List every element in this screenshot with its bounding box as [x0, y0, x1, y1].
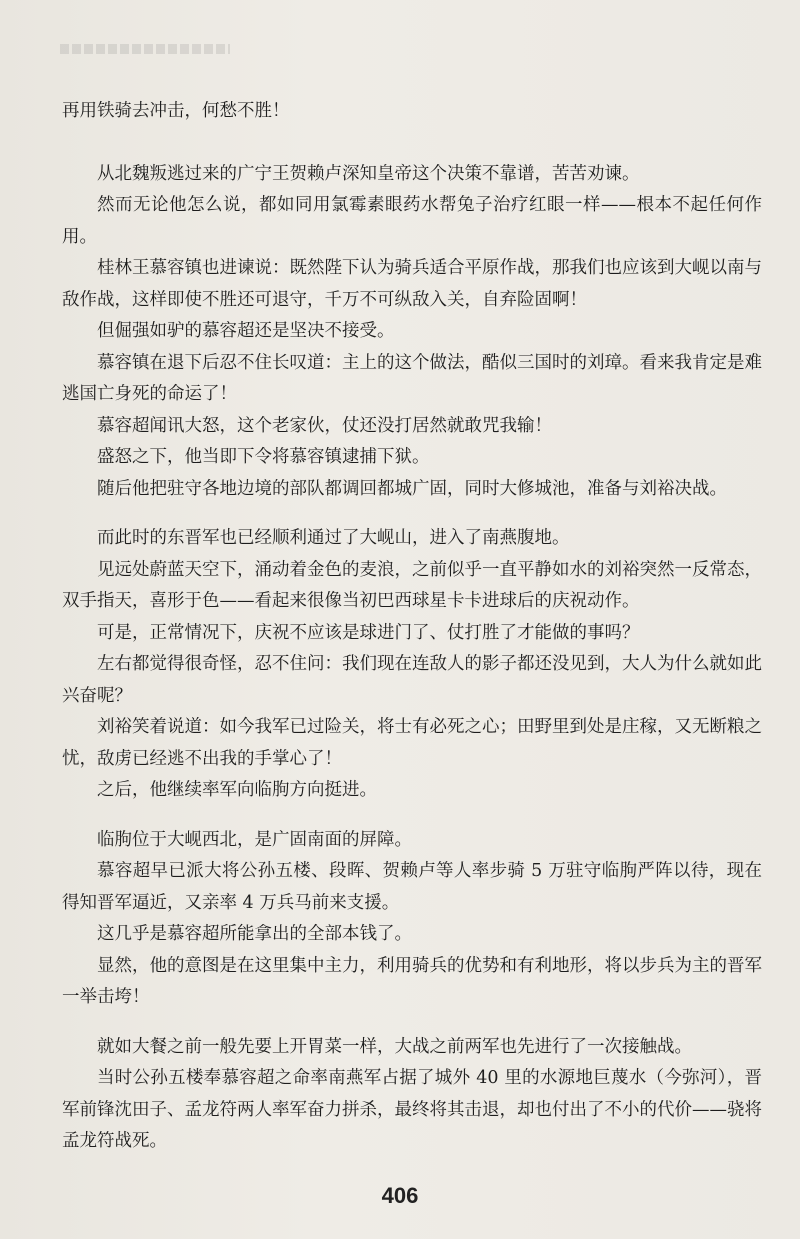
paragraph: 桂林王慕容镇也进谏说：既然陛下认为骑兵适合平原作战，那我们也应该到大岘以南与敌作战，这样即使不胜还可退守，千万不可纵敌入关，自弃险固啊！ [62, 258, 762, 310]
paragraph: 这几乎是慕容超所能拿出的全部本钱了。 [97, 924, 412, 944]
paragraph: 随后他把驻守各地边境的部队都调回都城广固，同时大修城池，准备与刘裕决战。 [97, 478, 727, 499]
paragraph: 就如大餐之前一般先要上开胃菜一样，大战之前两军也先进行了一次接触战。 [97, 1036, 692, 1057]
paragraph: 可是，正常情况下，庆祝不应该是球进门了、仗打胜了才能做的事吗？ [97, 622, 640, 643]
paragraph: 再用铁骑去冲击，何愁不胜！ [62, 101, 290, 121]
paragraph: 慕容超早已派大将公孙五楼、段晖、贺赖卢等人率步骑 5 万驻守临朐严阵以待，现在得知晋军逼近，又亲率 4 万兵马前来支援。 [62, 861, 762, 913]
paragraph: 临朐位于大岘西北，是广固南面的屏障。 [97, 829, 412, 850]
paragraph: 显然，他的意图是在这里集中主力，利用骑兵的优势和有利地形，将以步兵为主的晋军一举击垮！ [62, 955, 762, 1007]
paragraph: 见远处蔚蓝天空下，涌动着金色的麦浪，之前似乎一直平静如水的刘裕突然一反常态，双手指天，喜形于色——看起来很像当初巴西球星卡卡进球后的庆祝动作。 [62, 559, 762, 611]
paragraph: 但倔强如驴的慕容超还是坚决不接受。 [97, 321, 395, 341]
paragraph: 刘裕笑着说道：如今我军已过险关，将士有必死之心；田野里到处是庄稼，又无断粮之忧，敌虏已经逃不出我的手掌心了！ [62, 717, 762, 769]
paragraph: 而此时的东晋军也已经顺利通过了大岘山，进入了南燕腹地。 [97, 528, 570, 548]
paragraph: 慕容镇在退下后忍不住长叹道：主上的这个做法，酷似三国时的刘璋。看来我肯定是难逃国亡身死的命运了！ [62, 352, 762, 404]
body-text [62, 96, 762, 1158]
page-number: 406 [381, 1183, 419, 1208]
paragraph: 当时公孙五楼奉慕容超之命率南燕军占据了城外 40 里的水源地巨蔑水（今弥河），晋军前锋沈田子、孟龙符两人率军奋力拼杀，最终将其击退，却也付出了不小的代价——骁将孟龙符战死。 [62, 1068, 762, 1151]
paragraph: 然而无论他怎么说，都如同用氯霉素眼药水帮兔子治疗红眼一样——根本不起任何作用。 [62, 195, 762, 247]
paragraph: 慕容超闻讯大怒，这个老家伙，仗还没打居然就敢咒我输！ [97, 415, 552, 436]
paragraph: 之后，他继续率军向临朐方向挺进。 [97, 780, 377, 800]
running-header [60, 44, 230, 54]
paragraph: 左右都觉得很奇怪，忍不住问：我们现在连敌人的影子都还没见到，大人为什么就如此兴奋呢？ [62, 654, 762, 706]
paragraph: 盛怒之下，他当即下令将慕容镇逮捕下狱。 [97, 447, 430, 467]
paragraph: 从北魏叛逃过来的广宁王贺赖卢深知皇帝这个决策不靠谱，苦苦劝谏。 [97, 163, 640, 184]
